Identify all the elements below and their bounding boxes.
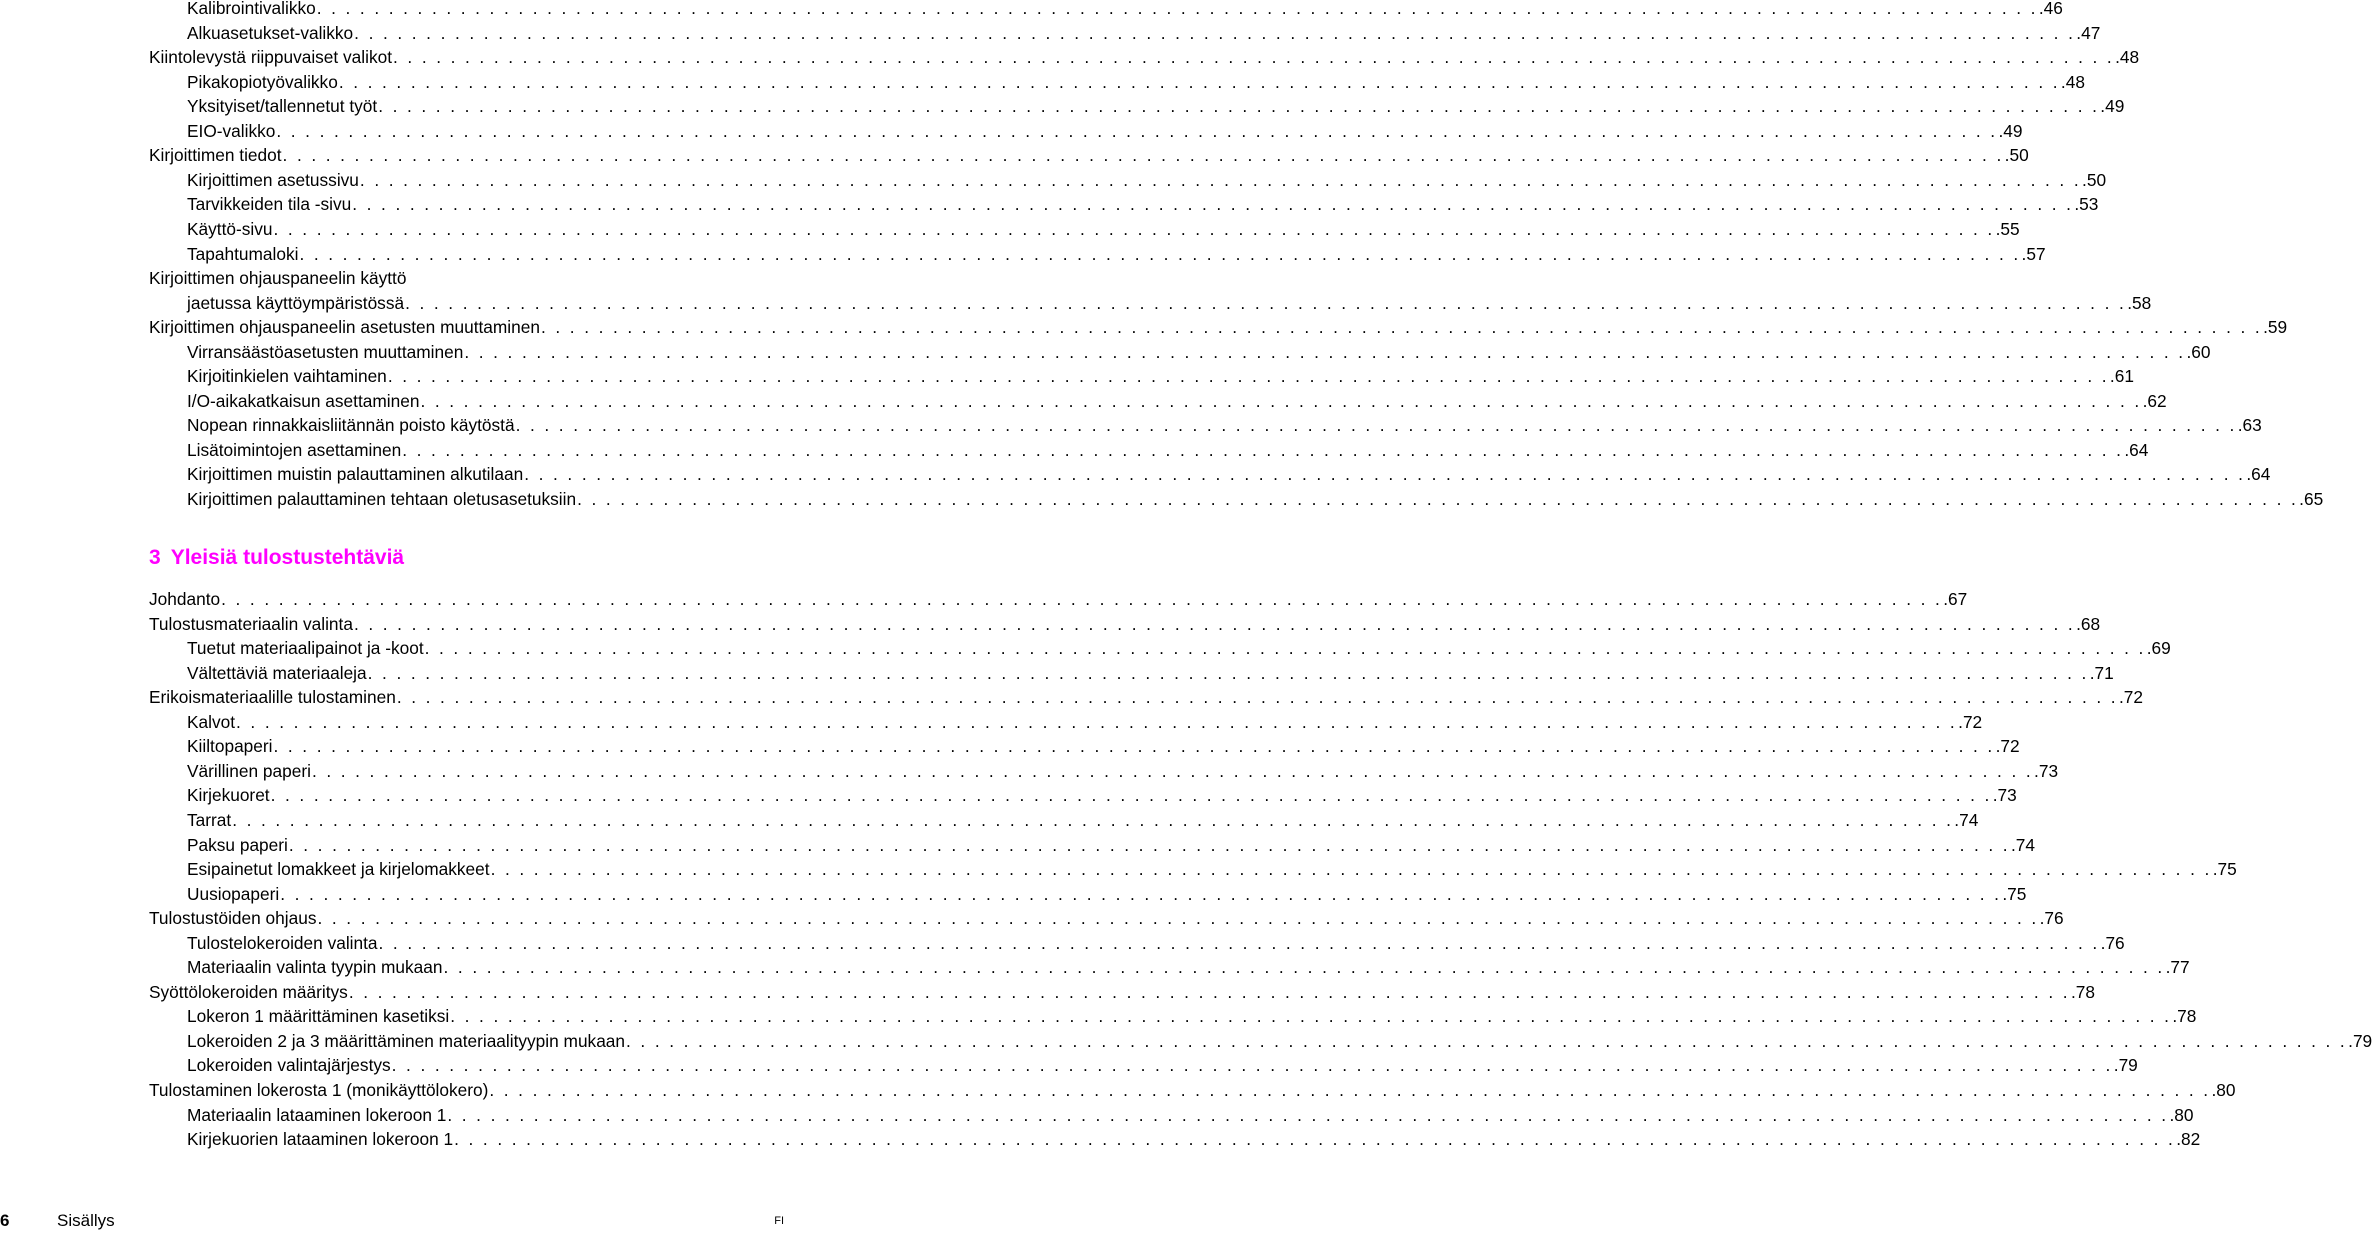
dot-leader: . . . . . . . . . . . . . . . . . . . . . . . . . . . . . . . . . . . . . . . . . . . . . . . . . . . . . . . . . . . . . . . . . . . . . . . . . . . . . . . . . . . . . . . . . . . . . . . . . . . . . . . . . . . . . . . . . . . . . . . . <box>352 194 2074 215</box>
toc-entry-page: .49 <box>1998 120 2023 141</box>
toc-entry <box>187 243 2046 265</box>
dot-leader: . . . . . . . . . . . . . . . . . . . . . . . . . . . . . . . . . . . . . . . . . . . . . . . . . . . . . . . . . . . . . . . . . . . . . . . . . . . . . . . . . . . . . . . . . . . . . . . . . . . . . . . . . . . . . . . . . . . . . . . . <box>524 464 2246 485</box>
toc-entry-page: .65 <box>2299 489 2324 509</box>
toc-entry-page: .67 <box>1943 589 1968 609</box>
dot-leader: . . . . . . . . . . . . . . . . . . . . . . . . . . . . . . . . . . . . . . . . . . . . . . . . . . . . . . . . . . . . . . . . . . . . . . . . . . . . . . . . . . . . . . . . . . . . . . . . . . . . . . . . . . . . . . . . . . . . . . . . <box>402 439 2124 460</box>
toc-entry <box>149 613 2101 635</box>
toc-entry-title: Tarvikkeiden tila -sivu <box>187 194 352 215</box>
toc-entry <box>187 711 1983 733</box>
chapter-title: Yleisiä tulostustehtäviä <box>170 546 405 569</box>
toc-entry <box>187 193 2099 215</box>
toc-entry-title: Esipainetut lomakkeet ja kirjelomakkeet <box>187 859 490 880</box>
toc-entry-title: Kiiltopaperi <box>187 736 273 757</box>
toc-entry-title: Nopean rinnakkaisliitännän poisto käytöstä <box>187 415 515 436</box>
toc-entry <box>187 956 2190 978</box>
dot-leader: . . . . . . . . . . . . . . . . . . . . . . . . . . . . . . . . . . . . . . . . . . . . . . . . . . . . . . . . . . . . . . . . . . . . . . . . . . . . . . . . . . . . . . . . . . . . . . . . . . . . . . . . . . . . . . . . . . . . . . . . <box>288 834 2010 855</box>
toc-entry-title: Tulostelokeroiden valinta <box>187 932 378 953</box>
toc-entry-page: .63 <box>2237 415 2262 436</box>
footer-page-number: 6 <box>0 1211 10 1230</box>
dot-leader: . . . . . . . . . . . . . . . . . . . . . . . . . . . . . . . . . . . . . . . . . . . . . . . . . . . . . . . . . . . . . . . . . . . . . . . . . . . . . . . . . . . . . . . . . . . . . . . . . . . . . . . . . . . . . . . . . . . . . . . . <box>276 120 1998 141</box>
dot-leader: . . . . . . . . . . . . . . . . . . . . . . . . . . . . . . . . . . . . . . . . . . . . . . . . . . . . . . . . . . . . . . . . . . . . . . . . . . . . . . . . . . . . . . . . . . . . . . . . . . . . . . . . . . . . . . . . . . . . . . . . <box>273 218 1995 239</box>
toc-entry-page: .64 <box>2124 439 2149 460</box>
dot-leader: . . . . . . . . . . . . . . . . . . . . . . . . . . . . . . . . . . . . . . . . . . . . . . . . . . . . . . . . . . . . . . . . . . . . . . . . . . . . . . . . . . . . . . . . . . . . . . . . . . . . . . . . . . . . . . . . . . . . . . . . <box>232 809 1954 830</box>
footer-section-title: Sisällys <box>57 1211 115 1230</box>
toc-entry-page: .79 <box>2113 1055 2138 1076</box>
toc-entry <box>187 1030 2372 1052</box>
toc-entry-title: Kirjoittimen palauttaminen tehtaan oletusasetuksiin <box>187 489 577 509</box>
toc-entry <box>149 588 1968 610</box>
toc-entry-title: Materiaalin lataaminen lokeroon 1 <box>187 1104 447 1125</box>
toc-entry-title: Lokeroiden 2 ja 3 määrittäminen materiaalityypin mukaan <box>187 1030 626 1051</box>
toc-entry-page: .48 <box>2060 71 2085 92</box>
dot-leader: . . . . . . . . . . . . . . . . . . . . . . . . . . . . . . . . . . . . . . . . . . . . . . . . . . . . . . . . . . . . . . . . . . . . . . . . . . . . . . . . . . . . . . . . . . . . . . . . . . . . . . . . . . . . . . . . . . . . . . . . <box>420 390 2142 411</box>
footer-language: FI <box>774 1215 784 1227</box>
toc-entry-page: .55 <box>1995 218 2020 239</box>
toc-entry-page: .71 <box>2089 662 2114 683</box>
toc-entry-page: .77 <box>2165 957 2190 978</box>
toc-entry-title: Kirjoittimen muistin palauttaminen alkutilaan <box>187 464 524 485</box>
toc-entry-page: .73 <box>2034 760 2059 781</box>
toc-entry <box>149 46 2140 68</box>
toc-entry <box>187 439 2149 461</box>
toc-entry <box>187 169 2107 191</box>
dot-leader: . . . . . . . . . . . . . . . . . . . . . . . . . . . . . . . . . . . . . . . . . . . . . . . . . . . . . . . . . . . . . . . . . . . . . . . . . . . . . . . . . . . . . . . . . . . . . . . . . . . . . . . . . . . . . . . . . . . . . . . . <box>626 1030 2348 1051</box>
toc-entry <box>187 784 2017 806</box>
toc-entry-title: Tulostaminen lokerosta 1 (monikäyttölokero) <box>149 1080 489 1100</box>
toc-entry-page: .68 <box>2076 613 2101 634</box>
toc-entry-page: .49 <box>2100 96 2125 117</box>
toc-entry-page: .57 <box>2021 243 2046 264</box>
toc-entry-title: Virransäästöasetusten muuttaminen <box>187 341 464 362</box>
toc-entry <box>187 834 2036 856</box>
toc-entry-page: .80 <box>2211 1080 2236 1100</box>
dot-leader: . . . . . . . . . . . . . . . . . . . . . . . . . . . . . . . . . . . . . . . . . . . . . . . . . . . . . . . . . . . . . . . . . . . . . . . . . . . . . . . . . . . . . . . . . . . . . . . . . . . . . . . . . . . . . . . . . . . . . . . . <box>354 22 2076 43</box>
dot-leader: . . . . . . . . . . . . . . . . . . . . . . . . . . . . . . . . . . . . . . . . . . . . . . . . . . . . . . . . . . . . . . . . . . . . . . . . . . . . . . . . . . . . . . . . . . . . . . . . . . . . . . . . . . . . . . . . . . . . . . . . <box>236 711 1958 732</box>
toc-entry-title: Kalvot <box>187 711 236 732</box>
dot-leader: . . . . . . . . . . . . . . . . . . . . . . . . . . . . . . . . . . . . . . . . . . . . . . . . . . . . . . . . . . . . . . . . . . . . . . . . . . . . . . . . . . . . . . . . . . . . . . . . . . . . . . . . . . . . . . . . . . . . . . . . <box>577 489 2299 509</box>
dot-leader: . . . . . . . . . . . . . . . . . . . . . . . . . . . . . . . . . . . . . . . . . . . . . . . . . . . . . . . . . . . . . . . . . . . . . . . . . . . . . . . . . . . . . . . . . . . . . . . . . . . . . . . . . . . . . . . . . . . . . . . . <box>317 908 2039 929</box>
dot-leader: . . . . . . . . . . . . . . . . . . . . . . . . . . . . . . . . . . . . . . . . . . . . . . . . . . . . . . . . . . . . . . . . . . . . . . . . . . . . . . . . . . . . . . . . . . . . . . . . . . . . . . . . . . . . . . . . . . . . . . . . <box>515 415 2237 436</box>
toc-entry-page: .80 <box>2169 1104 2194 1125</box>
toc-entry <box>187 414 2262 436</box>
toc-entry-page: .82 <box>2176 1129 2201 1150</box>
dot-leader: . . . . . . . . . . . . . . . . . . . . . . . . . . . . . . . . . . . . . . . . . . . . . . . . . . . . . . . . . . . . . . . . . . . . . . . . . . . . . . . . . . . . . . . . . . . . . . . . . . . . . . . . . . . . . . . . . . . . . . . . <box>447 1104 2169 1125</box>
toc-entry <box>187 488 2324 510</box>
toc-entry <box>149 686 2143 708</box>
toc-entry <box>187 292 2152 314</box>
toc-entry-page: .79 <box>2348 1030 2372 1051</box>
toc-entry-page: .73 <box>1992 785 2017 806</box>
dot-leader: . . . . . . . . . . . . . . . . . . . . . . . . . . . . . . . . . . . . . . . . . . . . . . . . . . . . . . . . . . . . . . . . . . . . . . . . . . . . . . . . . . . . . . . . . . . . . . . . . . . . . . . . . . . . . . . . . . . . . . . . <box>489 1080 2211 1100</box>
dot-leader: . . . . . . . . . . . . . . . . . . . . . . . . . . . . . . . . . . . . . . . . . . . . . . . . . . . . . . . . . . . . . . . . . . . . . . . . . . . . . . . . . . . . . . . . . . . . . . . . . . . . . . . . . . . . . . . . . . . . . . . . <box>378 96 2100 117</box>
toc-entry <box>149 316 2288 338</box>
toc-entry-page: .72 <box>1995 736 2020 757</box>
toc-entry-page: .61 <box>2109 366 2134 387</box>
toc-entry <box>187 365 2134 387</box>
toc-entry <box>149 981 2095 1003</box>
toc-entry-page: .50 <box>2082 169 2107 190</box>
dot-leader: . . . . . . . . . . . . . . . . . . . . . . . . . . . . . . . . . . . . . . . . . . . . . . . . . . . . . . . . . . . . . . . . . . . . . . . . . . . . . . . . . . . . . . . . . . . . . . . . . . . . . . . . . . . . . . . . . . . . . . . . <box>273 736 1995 757</box>
dot-leader: . . . . . . . . . . . . . . . . . . . . . . . . . . . . . . . . . . . . . . . . . . . . . . . . . . . . . . . . . . . . . . . . . . . . . . . . . . . . . . . . . . . . . . . . . . . . . . . . . . . . . . . . . . . . . . . . . . . . . . . . <box>387 366 2109 387</box>
toc-entry-title: Vältettäviä materiaaleja <box>187 662 367 683</box>
toc-entry <box>187 858 2237 880</box>
toc-entry-page: .76 <box>2039 908 2064 929</box>
toc-entry-page: .75 <box>2002 883 2027 904</box>
toc-entry-title: Paksu paperi <box>187 834 288 855</box>
toc-entry-title: EIO-valikko <box>187 120 276 141</box>
toc-entry-title: Syöttölokeroiden määritys <box>149 981 348 1002</box>
toc-entry-page: .58 <box>2127 292 2152 313</box>
toc-entry-page: .72 <box>1958 711 1983 732</box>
toc-entry-page: .46 <box>2038 0 2063 18</box>
toc-entry-page: .78 <box>2172 1006 2197 1027</box>
toc-entry-page: .53 <box>2074 194 2099 215</box>
chapter-heading <box>149 546 404 570</box>
toc-entry-title: Kirjoitinkielen vaihtaminen <box>187 366 387 387</box>
toc-entry-title: Johdanto <box>149 589 221 609</box>
toc-entry-page: .78 <box>2070 981 2095 1002</box>
dot-leader: . . . . . . . . . . . . . . . . . . . . . . . . . . . . . . . . . . . . . . . . . . . . . . . . . . . . . . . . . . . . . . . . . . . . . . . . . . . . . . . . . . . . . . . . . . . . . . . . . . . . . . . . . . . . . . . . . . . . . . . . <box>311 760 2034 781</box>
toc-entry-title: Lisätoimintojen asettaminen <box>187 439 402 460</box>
dot-leader: . . . . . . . . . . . . . . . . . . . . . . . . . . . . . . . . . . . . . . . . . . . . . . . . . . . . . . . . . . . . . . . . . . . . . . . . . . . . . . . . . . . . . . . . . . . . . . . . . . . . . . . . . . . . . . . . . . . . . . . . <box>378 932 2100 953</box>
toc-entry <box>187 95 2125 117</box>
toc-entry <box>187 637 2171 659</box>
toc-entry <box>149 144 2029 166</box>
dot-leader: . . . . . . . . . . . . . . . . . . . . . . . . . . . . . . . . . . . . . . . . . . . . . . . . . . . . . . . . . . . . . . . . . . . . . . . . . . . . . . . . . . . . . . . . . . . . . . . . . . . . . . . . . . . . . . . . . . . . . . . . <box>348 981 2070 1002</box>
dot-leader: . . . . . . . . . . . . . . . . . . . . . . . . . . . . . . . . . . . . . . . . . . . . . . . . . . . . . . . . . . . . . . . . . . . . . . . . . . . . . . . . . . . . . . . . . . . . . . . . . . . . . . . . . . . . . . . . . . . . . . . . <box>270 785 1992 806</box>
chapter-number: 3 <box>149 546 161 569</box>
toc-entry-page: .47 <box>2076 22 2101 43</box>
toc-entry-title: Materiaalin valinta tyypin mukaan <box>187 957 443 978</box>
toc-entry-title: Alkuasetukset-valikko <box>187 22 354 43</box>
toc-entry-page: .62 <box>2142 390 2167 411</box>
toc-entry-title: Värillinen paperi <box>187 760 311 781</box>
toc-entry <box>187 735 2020 757</box>
dot-leader: . . . . . . . . . . . . . . . . . . . . . . . . . . . . . . . . . . . . . . . . . . . . . . . . . . . . . . . . . . . . . . . . . . . . . . . . . . . . . . . . . . . . . . . . . . . . . . . . . . . . . . . . . . . . . . . . . . . . . . . . <box>443 957 2165 978</box>
dot-leader: . . . . . . . . . . . . . . . . . . . . . . . . . . . . . . . . . . . . . . . . . . . . . . . . . . . . . . . . . . . . . . . . . . . . . . . . . . . . . . . . . . . . . . . . . . . . . . . . . . . . . . . . . . . . . . . . . . . . . . . . <box>396 687 2118 708</box>
toc-entry-title: Tarrat <box>187 809 232 830</box>
toc-entry <box>149 1079 2236 1101</box>
toc-entry-title: Kiintolevystä riippuvaiset valikot <box>149 47 393 68</box>
dot-leader: . . . . . . . . . . . . . . . . . . . . . . . . . . . . . . . . . . . . . . . . . . . . . . . . . . . . . . . . . . . . . . . . . . . . . . . . . . . . . . . . . . . . . . . . . . . . . . . . . . . . . . . . . . . . . . . . . . . . . . . . <box>282 145 2004 166</box>
dot-leader: . . . . . . . . . . . . . . . . . . . . . . . . . . . . . . . . . . . . . . . . . . . . . . . . . . . . . . . . . . . . . . . . . . . . . . . . . . . . . . . . . . . . . . . . . . . . . . . . . . . . . . . . . . . . . . . . . . . . . . . . <box>280 883 2002 904</box>
toc-entry-page: .74 <box>2010 834 2036 855</box>
dot-leader: . . . . . . . . . . . . . . . . . . . . . . . . . . . . . . . . . . . . . . . . . . . . . . . . . . . . . . . . . . . . . . . . . . . . . . . . . . . . . . . . . . . . . . . . . . . . . . . . . . . . . . . . . . . . . . . . . . . . . . . . <box>490 859 2212 880</box>
toc-entry-title: Tulostustöiden ohjaus <box>149 908 317 929</box>
dot-leader: . . . . . . . . . . . . . . . . . . . . . . . . . . . . . . . . . . . . . . . . . . . . . . . . . . . . . . . . . . . . . . . . . . . . . . . . . . . . . . . . . . . . . . . . . . . . . . . . . . . . . . . . . . . . . . . . . . . . . . . . <box>540 317 2263 338</box>
toc-entry-title: Kirjoittimen ohjauspaneelin asetusten muuttaminen <box>149 317 540 338</box>
dot-leader: . . . . . . . . . . . . . . . . . . . . . . . . . . . . . . . . . . . . . . . . . . . . . . . . . . . . . . . . . . . . . . . . . . . . . . . . . . . . . . . . . . . . . . . . . . . . . . . . . . . . . . . . . . . . . . . . . . . . . . . . <box>353 613 2076 634</box>
toc-entry <box>187 341 2211 363</box>
dot-leader: . . . . . . . . . . . . . . . . . . . . . . . . . . . . . . . . . . . . . . . . . . . . . . . . . . . . . . . . . . . . . . . . . . . . . . . . . . . . . . . . . . . . . . . . . . . . . . . . . . . . . . . . . . . . . . . . . . . . . . . . <box>405 292 2127 313</box>
toc-entry-title: Tulostusmateriaalin valinta <box>149 613 353 634</box>
toc-entry-title: jaetussa käyttöympäristössä <box>187 292 405 313</box>
dot-leader: . . . . . . . . . . . . . . . . . . . . . . . . . . . . . . . . . . . . . . . . . . . . . . . . . . . . . . . . . . . . . . . . . . . . . . . . . . . . . . . . . . . . . . . . . . . . . . . . . . . . . . . . . . . . . . . . . . . . . . . . <box>391 1055 2113 1076</box>
toc-entry <box>187 1104 2194 1126</box>
toc-entry <box>187 932 2125 954</box>
dot-leader: . . . . . . . . . . . . . . . . . . . . . . . . . . . . . . . . . . . . . . . . . . . . . . . . . . . . . . . . . . . . . . . . . . . . . . . . . . . . . . . . . . . . . . . . . . . . . . . . . . . . . . . . . . . . . . . . . . . . . . . . <box>299 243 2021 264</box>
toc-entry-title: Kirjekuorien lataaminen lokeroon 1 <box>187 1129 454 1150</box>
toc-entry-page: .64 <box>2246 464 2271 485</box>
toc-entry <box>187 218 2020 240</box>
toc-entry <box>187 883 2027 905</box>
dot-leader: . . . . . . . . . . . . . . . . . . . . . . . . . . . . . . . . . . . . . . . . . . . . . . . . . . . . . . . . . . . . . . . . . . . . . . . . . . . . . . . . . . . . . . . . . . . . . . . . . . . . . . . . . . . . . . . . . . . . . . . . <box>450 1006 2172 1027</box>
toc-entry-page: .72 <box>2118 687 2143 708</box>
toc-entry <box>187 463 2271 485</box>
toc-entry <box>149 907 2064 929</box>
toc-entry <box>187 1128 2201 1150</box>
toc-entry <box>187 809 1979 831</box>
dot-leader: . . . . . . . . . . . . . . . . . . . . . . . . . . . . . . . . . . . . . . . . . . . . . . . . . . . . . . . . . . . . . . . . . . . . . . . . . . . . . . . . . . . . . . . . . . . . . . . . . . . . . . . . . . . . . . . . . . . . . . . . <box>316 0 2038 18</box>
dot-leader: . . . . . . . . . . . . . . . . . . . . . . . . . . . . . . . . . . . . . . . . . . . . . . . . . . . . . . . . . . . . . . . . . . . . . . . . . . . . . . . . . . . . . . . . . . . . . . . . . . . . . . . . . . . . . . . . . . . . . . . . <box>464 341 2186 362</box>
toc-entry-title: Kirjoittimen asetussivu <box>187 169 359 190</box>
dot-leader: . . . . . . . . . . . . . . . . . . . . . . . . . . . . . . . . . . . . . . . . . . . . . . . . . . . . . . . . . . . . . . . . . . . . . . . . . . . . . . . . . . . . . . . . . . . . . . . . . . . . . . . . . . . . . . . . . . . . . . . . <box>367 662 2089 683</box>
toc-entry-title: Pikakopiotyövalikko <box>187 71 338 92</box>
toc-entry-title: Tapahtumaloki <box>187 243 299 264</box>
toc-entry-title: Käyttö-sivu <box>187 218 273 239</box>
toc-entry-title: Erikoismateriaalille tulostaminen <box>149 687 396 708</box>
toc-entry <box>187 0 2063 19</box>
dot-leader: . . . . . . . . . . . . . . . . . . . . . . . . . . . . . . . . . . . . . . . . . . . . . . . . . . . . . . . . . . . . . . . . . . . . . . . . . . . . . . . . . . . . . . . . . . . . . . . . . . . . . . . . . . . . . . . . . . . . . . . . <box>424 638 2146 659</box>
toc-entry-page: .59 <box>2263 317 2288 338</box>
dot-leader: . . . . . . . . . . . . . . . . . . . . . . . . . . . . . . . . . . . . . . . . . . . . . . . . . . . . . . . . . . . . . . . . . . . . . . . . . . . . . . . . . . . . . . . . . . . . . . . . . . . . . . . . . . . . . . . . . . . . . . . . <box>359 169 2082 190</box>
toc-entry <box>187 390 2167 412</box>
toc-entry-title: Kalibrointivalikko <box>187 0 316 18</box>
toc-entry-title: I/O-aikakatkaisun asettaminen <box>187 390 420 411</box>
dot-leader: . . . . . . . . . . . . . . . . . . . . . . . . . . . . . . . . . . . . . . . . . . . . . . . . . . . . . . . . . . . . . . . . . . . . . . . . . . . . . . . . . . . . . . . . . . . . . . . . . . . . . . . . . . . . . . . . . . . . . . . . <box>393 47 2115 68</box>
toc-entry-page: .69 <box>2146 638 2171 659</box>
toc-entry-page: .76 <box>2100 932 2125 953</box>
dot-leader: . . . . . . . . . . . . . . . . . . . . . . . . . . . . . . . . . . . . . . . . . . . . . . . . . . . . . . . . . . . . . . . . . . . . . . . . . . . . . . . . . . . . . . . . . . . . . . . . . . . . . . . . . . . . . . . . . . . . . . . . <box>221 589 1943 609</box>
toc-entry <box>187 1054 2138 1076</box>
dot-leader: . . . . . . . . . . . . . . . . . . . . . . . . . . . . . . . . . . . . . . . . . . . . . . . . . . . . . . . . . . . . . . . . . . . . . . . . . . . . . . . . . . . . . . . . . . . . . . . . . . . . . . . . . . . . . . . . . . . . . . . . <box>454 1129 2176 1150</box>
toc-entry-title: Kirjekuoret <box>187 785 270 806</box>
toc-entry <box>149 267 784 289</box>
dot-leader: . . . . . . . . . . . . . . . . . . . . . . . . . . . . . . . . . . . . . . . . . . . . . . . . . . . . . . . . . . . . . . . . . . . . . . . . . . . . . . . . . . . . . . . . . . . . . . . . . . . . . . . . . . . . . . . . . . . . . . . . <box>338 71 2060 92</box>
toc-entry-page: .75 <box>2212 859 2237 880</box>
toc-entry-title: Kirjoittimen tiedot <box>149 145 282 166</box>
toc-entry <box>187 120 2023 142</box>
toc-entry-title: Kirjoittimen ohjauspaneelin käyttö <box>149 268 407 289</box>
toc-entry-page: .60 <box>2186 341 2211 362</box>
toc-entry-title: Tuetut materiaalipainot ja -koot <box>187 638 424 659</box>
toc-entry-title: Lokeron 1 määrittäminen kasetiksi <box>187 1006 450 1027</box>
toc-entry-page: .74 <box>1954 809 1979 830</box>
toc-entry <box>187 22 2101 44</box>
toc-entry-page: .48 <box>2115 47 2140 68</box>
toc-entry-page: .50 <box>2004 145 2029 166</box>
toc-entry <box>187 1005 2197 1027</box>
toc-entry-title: Yksityiset/tallennetut työt <box>187 96 378 117</box>
toc-entry <box>187 71 2085 93</box>
toc-entry-title: Lokeroiden valintajärjestys <box>187 1055 391 1076</box>
toc-entry-title: Uusiopaperi <box>187 883 280 904</box>
toc-entry <box>187 760 2059 782</box>
toc-entry <box>187 662 2114 684</box>
